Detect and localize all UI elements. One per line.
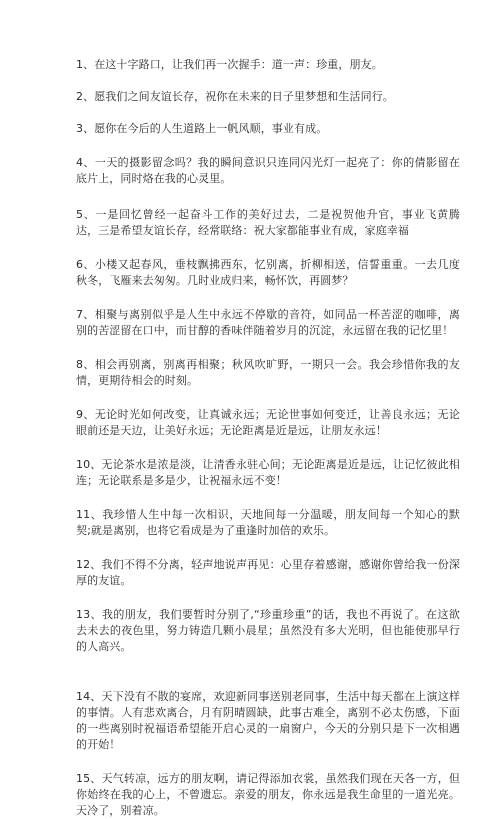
paragraph-14: 14、天下没有不散的宴席，欢迎新同事送别老同事，生活中每天都在上演这样的事情。人有悲欢离合，月有阴晴圆缺，此事古难全，离别不必太伤感，下面的一些离别时祝福语希望能开启心灵的一扇窗户，今天的分别只是下一次相遇的开始！ [76,690,460,751]
paragraph-10: 10、无论茶水是浓是淡，让清香永驻心间；无论距离是近是远，让记忆彼此相连；无论联系是多是少，让祝福永远不变！ [76,458,460,487]
paragraph-6: 6、小楼又起春风，垂枝飘拂西东，忆别离，折柳相送，信誓重重。一去几度秋冬，飞雁来去匆匆。几时业成归来，畅怀饮，再圆梦？ [76,258,460,287]
paragraph-9: 9、无论时光如何改变，让真诚永远；无论世事如何变迁，让善良永远；无论眼前还是天边，让美好永远；无论距离是近是远，让朋友永远！ [76,408,460,437]
paragraph-7: 7、相聚与离别似乎是人生中永远不停歇的音符，如同品一杯苦涩的咖啡，离别的苦涩留在口中，而甘醇的香味伴随着岁月的沉淀，永远留在我的记忆里！ [76,308,460,337]
paragraph-8: 8、相会再别离，别离再相聚；秋风吹旷野，一期只一会。我会珍惜你我的友情，更期待相会的时刻。 [76,358,460,387]
paragraph-2: 2、愿我们之间友谊长存，祝你在未来的日子里梦想和生活同行。 [76,90,394,103]
paragraph-1: 1、在这十字路口，让我们再一次握手：道一声：珍重，朋友。 [76,58,383,71]
paragraph-13: 13、我的朋友，我们要暂时分别了,“珍重珍重”的话，我也不再说了。在这欲去未去的夜色里，努力铸造几颗小晨星；虽然没有多大光明，但也能使那早行的人高兴。 [76,608,460,653]
paragraph-5: 5、一是回忆曾经一起奋斗工作的美好过去，二是祝贺他升官，事业飞黄腾达，三是希望友谊长存，经常联络：祝大家都能事业有成，家庭幸福 [76,208,460,237]
paragraph-4: 4、一天的摄影留念吗？我的瞬间意识只连同闪光灯一起亮了：你的倩影留在底片上，同时烙在我的心灵里。 [76,156,460,185]
paragraph-15: 15、天气转凉，远方的朋友啊，请记得添加衣裳，虽然我们现在天各一方，但你始终在我的心上，不曾遗忘。亲爱的朋友，你永远是我生命里的一道光亮。天冷了，别着凉。 [76,772,460,817]
paragraph-12: 12、我们不得不分离，轻声地说声再见：心里存着感谢，感谢你曾给我一份深厚的友谊。 [76,558,460,587]
paragraph-11: 11、我珍惜人生中每一次相识，天地间每一分温暖，朋友间每一个知心的默契;就是离别，也将它看成是为了重逢时加倍的欢乐。 [76,508,460,537]
paragraph-3: 3、愿你在今后的人生道路上一帆风顺，事业有成。 [76,122,328,135]
